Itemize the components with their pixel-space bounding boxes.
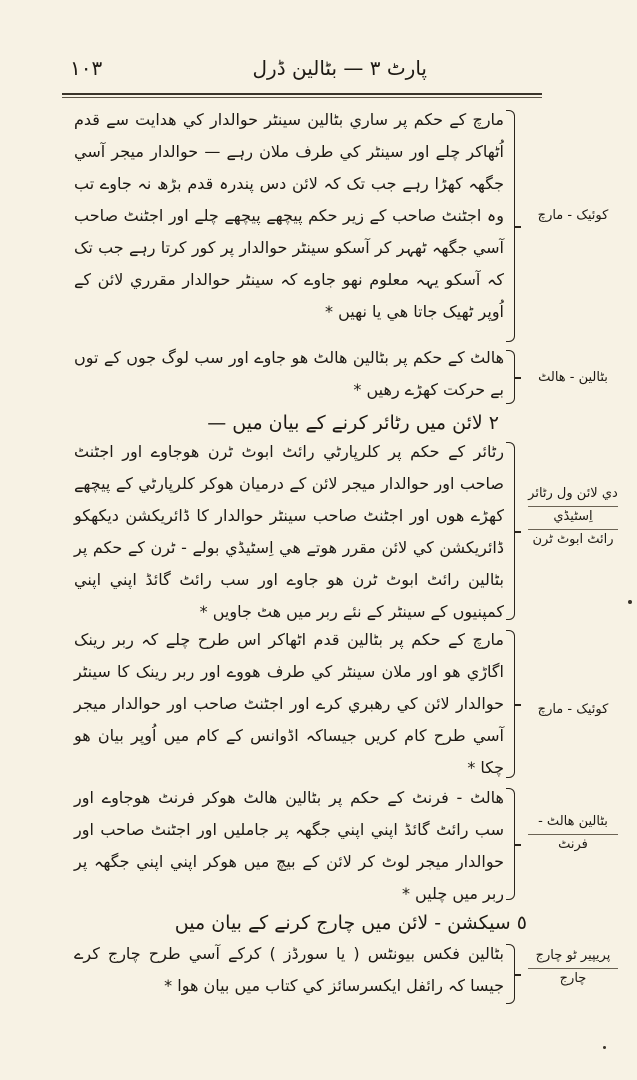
section-heading: ٢ لائن میں رٹائر کرنے کے بیان میں — bbox=[207, 412, 499, 434]
section-brace bbox=[506, 442, 515, 620]
body-paragraph: مارچ کے حکم پر ساري بٹالین سینٹر حوالدار کي هدایت سے قدم اُٹھاکر چلے اور سینٹر کي طرف ملان رہے — حوالدار میجر آسي جگهہ کهڑا رہے جب تک کہ لائن دس پندرہ قدم بڑھ نہ جاوے تب وہ اجٹنٹ صاحب کے زیر حکم پیچهے پیچهے چلے اور اجٹنٹ صاحب آسي جگهہ ٹهہر کر آسکو سینٹر حوالدار پر کور کرتا رہے جب تک کہ آسکو یہہ معلوم نهو جاوے کہ سینٹر حوالدار مقرري لائن کے اُوپر ٹهیک جاتا هي یا نهیں * bbox=[74, 110, 504, 321]
header-rule bbox=[62, 93, 542, 95]
margin-note-line: رائٹ ابوٹ ٹرن bbox=[532, 532, 614, 547]
margin-note: بٹالین - هالٹ bbox=[538, 370, 608, 385]
margin-note-underline bbox=[528, 506, 618, 507]
margin-note-line: دي لائن ول رٹائر bbox=[528, 486, 618, 501]
section-brace bbox=[506, 944, 515, 1004]
section-brace bbox=[506, 630, 515, 778]
margin-note-line: چارج bbox=[559, 971, 587, 986]
margin-note-halt-front bbox=[518, 812, 628, 855]
margin-note-line: بٹالین هالٹ - bbox=[538, 814, 608, 829]
body-paragraph: رٹائر کے حکم پر کلرپارٹي رائٹ ابوٹ ٹرن هوجاوے اور اجٹنٹ صاحب اور حوالدار میجر لائن کے درمیان هوکر کلرپارٹي کے پیچهے کهڑے هوں اور اجٹنٹ صاحب سینٹر حوالدار کا ڈائریکشن دیکهکو ڈائریکشن کي لائن مقرر هوتے هي اِسٹیڈي بولے - ٹرن کے حکم پر بٹالین رائٹ ابوٹ ٹرن هو جاوے اور سب رائٹ گائڈ اپني اپني کمپنیوں کے سینٹر کے نئے ربر میں هٹ جاویں * bbox=[74, 442, 504, 621]
ink-spot bbox=[603, 1046, 606, 1049]
margin-note-charge bbox=[518, 946, 628, 989]
margin-note: کوئیک - مارچ bbox=[537, 208, 609, 223]
body-paragraph: مارچ کے حکم پر بٹالین قدم اٹهاکر اس طرح چلے کہ ربر رینک اگاڑي هو اور ملان سینٹر کي طرف هووے اور ربر رینک کا سینٹر حوالدار لائن کي رهبري کرے اور اجٹنٹ صاحب اور حوالدار میجر آسي طرح کام کریں جیساکہ اڈوانس کے کام میں اُوپر بیان هو چکا * bbox=[74, 630, 504, 777]
section-brace bbox=[506, 788, 515, 900]
section-heading: ٥ سیکشن - لائن میں چارج کرنے کے بیان میں bbox=[174, 912, 527, 934]
running-head: پارٹ ٣ — بٹالین ڈرل bbox=[252, 56, 427, 80]
margin-note-underline bbox=[528, 968, 618, 969]
margin-note-line: فرنٹ bbox=[558, 837, 588, 852]
section-brace bbox=[506, 110, 515, 342]
body-paragraph: بٹالین فکس بیونٹس ( یا سورڈز ) کرکے آسي طرح چارج کرے جیسا کہ رائفل ایکسرسائز کي کتاب میں بیان هوا * bbox=[74, 944, 504, 995]
ink-spot bbox=[628, 600, 632, 604]
section-brace bbox=[506, 350, 515, 404]
margin-note-retire bbox=[518, 484, 628, 550]
body-paragraph: هالٹ کے حکم پر بٹالین هالٹ هو جاوے اور سب لوگ جوں کے توں بے حرکت کهڑے رهیں * bbox=[74, 348, 504, 399]
body-paragraph: هالٹ - فرنٹ کے حکم پر بٹالین هالٹ هوکر فرنٹ هوجاوے اور سب رائٹ گائڈ اپني اپني جگهہ پر جاملیں اور اجٹنٹ صاحب اور حوالدار میجر لوٹ کر لائن کے بیچ میں هوکر اپني اپني جگهہ پر ربر میں چلیں * bbox=[74, 788, 504, 903]
margin-note: کوئیک - مارچ bbox=[537, 702, 609, 717]
margin-note-underline bbox=[528, 529, 618, 530]
margin-note-underline bbox=[528, 834, 618, 835]
margin-note-line: پریپیر ٹو چارج bbox=[535, 948, 611, 963]
page-number: ١٠٣ bbox=[70, 56, 103, 80]
margin-note-line: اِسٹیڈي bbox=[553, 509, 593, 524]
header-rule-thin bbox=[62, 97, 542, 98]
